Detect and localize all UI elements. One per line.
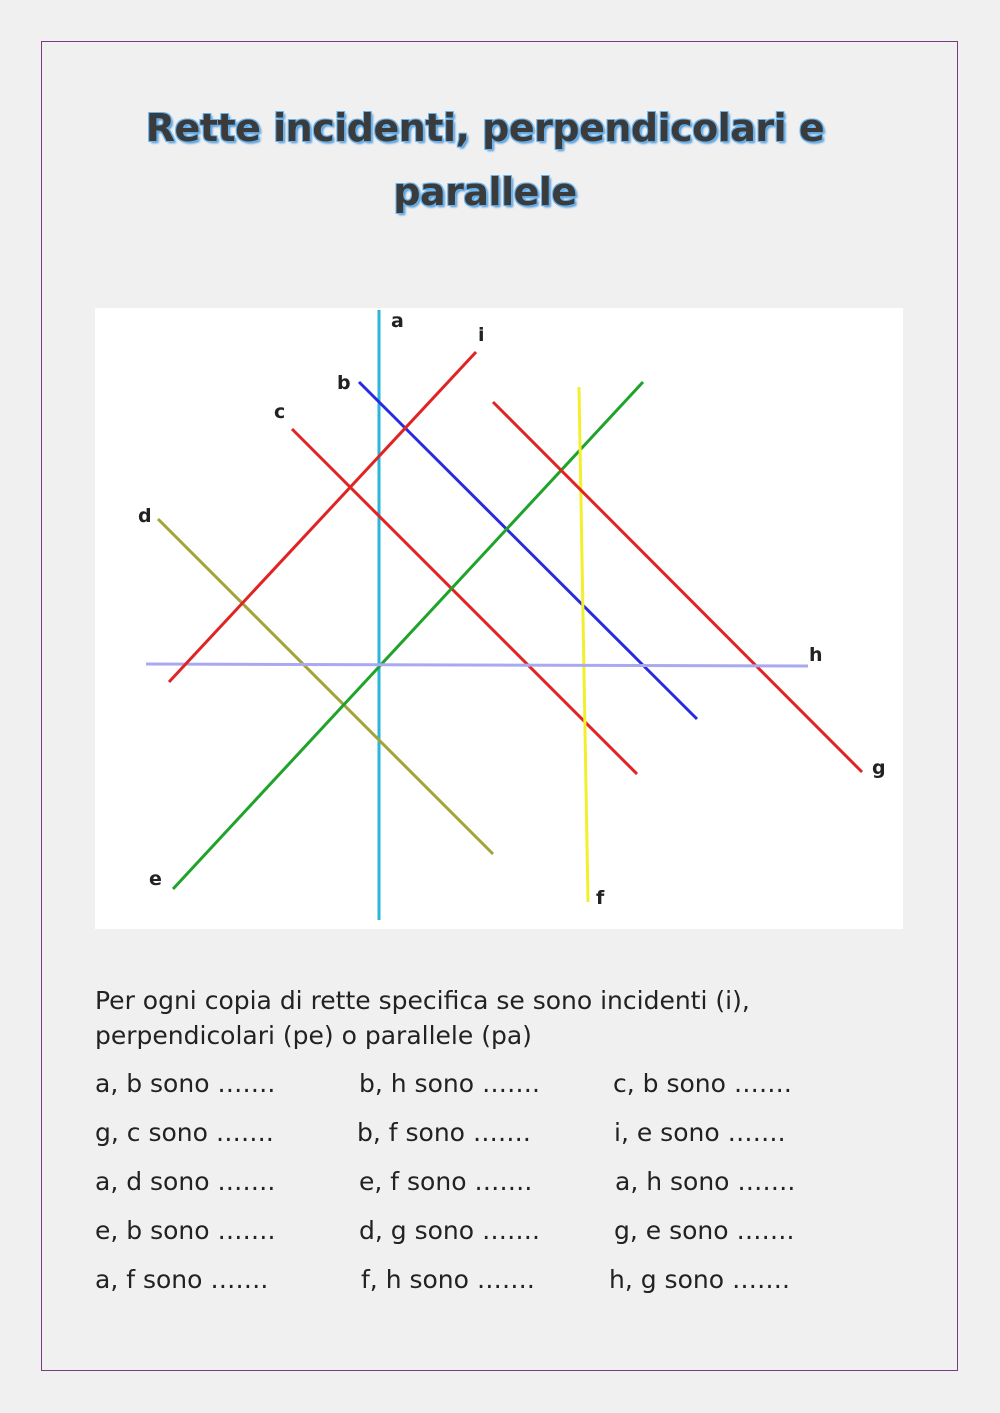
answer-item: a, d sono ……. — [95, 1167, 276, 1196]
answer-item: g, c sono ……. — [95, 1118, 274, 1147]
answer-row — [95, 1067, 895, 1116]
line-h — [146, 664, 808, 666]
answer-item: h, g sono ……. — [609, 1265, 790, 1294]
label-g: g — [872, 757, 886, 779]
answer-grid — [95, 1067, 895, 1312]
answer-item: i, e sono ……. — [614, 1118, 786, 1147]
label-b: b — [337, 372, 351, 394]
instruction-text: Per ogni copia di rette specifica se sono incidenti (i), perpendicolari (pe) o parallele (pa) — [95, 986, 750, 1050]
answer-item: b, h sono ……. — [359, 1069, 540, 1098]
line-f — [579, 387, 588, 902]
lines-diagram — [95, 308, 903, 929]
answer-item: e, b sono ……. — [95, 1216, 276, 1245]
answer-item: a, h sono ……. — [615, 1167, 796, 1196]
answer-item: a, f sono ……. — [95, 1265, 269, 1294]
line-g — [493, 402, 862, 772]
line-e — [173, 382, 643, 889]
answer-item: a, b sono ……. — [95, 1069, 276, 1098]
answer-item: e, f sono ……. — [359, 1167, 533, 1196]
answer-item: d, g sono ……. — [359, 1216, 540, 1245]
answer-item: g, e sono ……. — [614, 1216, 795, 1245]
answer-row — [95, 1116, 895, 1165]
lines-figure — [95, 308, 903, 929]
label-h: h — [809, 644, 823, 666]
line-d — [158, 519, 493, 854]
label-d: d — [138, 505, 152, 527]
answer-row — [95, 1263, 895, 1312]
answer-row — [95, 1165, 895, 1214]
label-f: f — [596, 887, 605, 909]
label-c: c — [274, 401, 286, 423]
label-a: a — [391, 310, 404, 332]
page-title: Rette incidenti, perpendicolari e parallele — [145, 106, 825, 214]
answer-item: b, f sono ……. — [357, 1118, 531, 1147]
line-b — [359, 382, 697, 719]
answer-row — [95, 1214, 895, 1263]
answer-item: f, h sono ……. — [361, 1265, 535, 1294]
line-i — [169, 352, 476, 682]
label-i: i — [478, 324, 485, 346]
label-e: e — [149, 868, 162, 890]
answer-item: c, b sono ……. — [613, 1069, 792, 1098]
